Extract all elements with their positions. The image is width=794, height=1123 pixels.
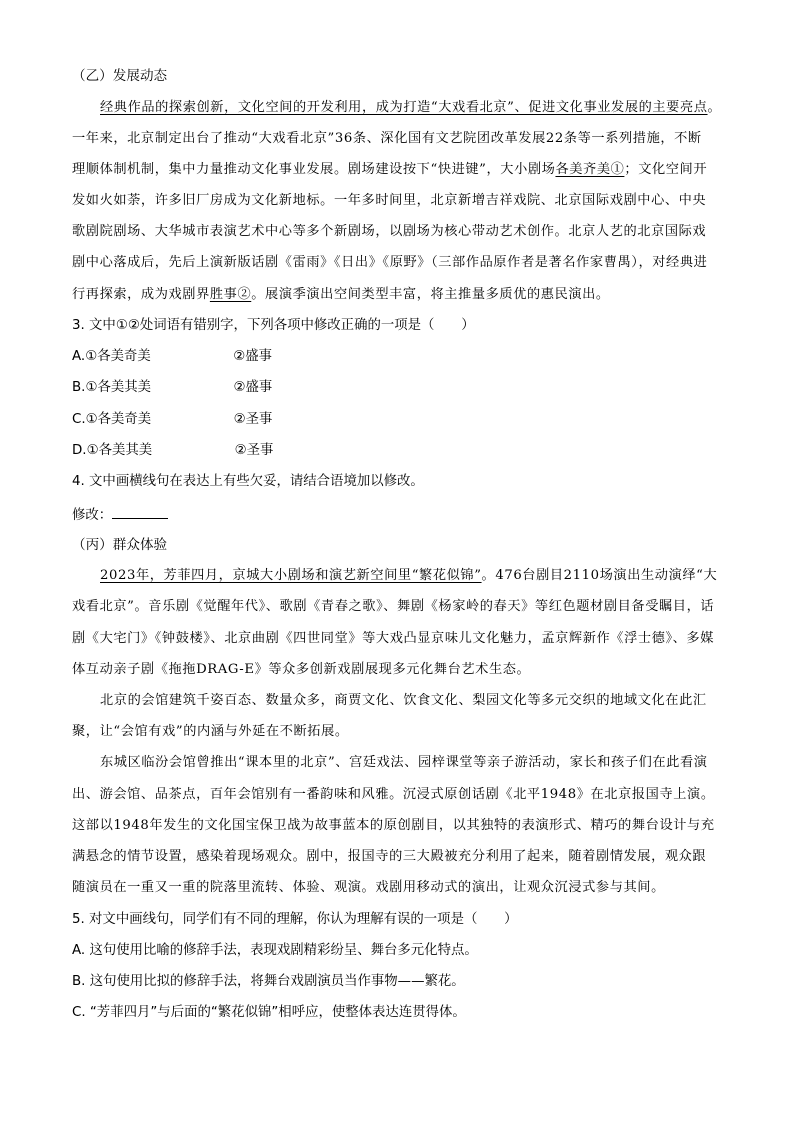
question-3-stem: 3. 文中①②处词语有错别字，下列各项中修改正确的一项是（ ）	[72, 318, 475, 333]
paragraph-line: 剧中心落成后，先后上演新版话剧《雷雨》《日出》《原野》（三部作品原作者是著名作家曹禺），对经典进	[72, 255, 708, 270]
paragraph-line: 歌剧院剧场、大华城市表演艺术中心等多个新剧场，以剧场为核心带动艺术创作。北京人艺的北京国际戏	[72, 224, 707, 239]
paragraph-line: 一年来，北京制定出台了推动“大戏看北京”36条、深化国有文艺院团改革发展22条等一系列措施，不断	[72, 131, 702, 146]
question-4-answer: 修改：	[0, 504, 794, 526]
underlined-sentence: 2023年，芳菲四月，京城大小剧场和演艺新空间里“繁花似锦”	[100, 568, 482, 583]
paragraph-line: 经典作品的探索创新，文化空间的开发利用，成为打造“大戏看北京”、促进文化事业发展的主要亮点。	[100, 100, 722, 115]
paragraph-line: 发如火如荼，许多旧厂房成为文化新地标。一年多时间里，北京新增吉祥戏院、北京国际戏剧中心、中央	[72, 193, 707, 208]
paragraph-line: 2023年，芳菲四月，京城大小剧场和演艺新空间里“繁花似锦”。476台剧目2110场演出生动演绎“大	[100, 568, 718, 583]
question-3-option-d[interactable]: D.①各美其美 ②圣事	[72, 443, 274, 458]
question-5-option-a[interactable]: A. 这句使用比喻的修辞手法，表现戏剧精彩纷呈、舞台多元化特点。	[72, 943, 478, 958]
paragraph-line: 理顺体制机制，集中力量推动文化事业发展。剧场建设按下“快进键”，大小剧场各美齐美①；文化空间开	[72, 162, 708, 177]
marked-word-1: 各美齐美①	[555, 162, 625, 177]
answer-blank[interactable]	[112, 504, 168, 519]
question-5-option-c[interactable]: C. “芳菲四月”与后面的“繁花似锦”相呼应，使整体表达连贯得体。	[72, 1005, 466, 1020]
paragraph-line: 剧《大宅门》《钟鼓楼》、北京曲剧《四世同堂》等大戏凸显京味儿文化魅力，孟京辉新作《浮士德》、多媒	[72, 631, 714, 646]
paragraph-line: 随演员在一重又一重的院落里流转、体验、观演。戏剧用移动式的演出，让观众沉浸式参与其间。	[72, 880, 665, 895]
paragraph-line: 东城区临汾会馆曾推出“课本里的北京”、宫廷戏法、园梓课堂等亲子游活动，家长和孩子们在此看演	[100, 755, 708, 770]
paragraph-line: 体互动亲子剧《拖拖DRAG-E》等众多创新戏剧展现多元化舞台艺术生态。	[72, 662, 531, 677]
question-5-option-b[interactable]: B. 这句使用比拟的修辞手法，将舞台戏剧演员当作事物——繁花。	[72, 974, 465, 989]
question-3-option-b[interactable]: B.①各美其美 ②盛事	[72, 380, 273, 395]
paragraph-line: 聚，让“会馆有戏”的内涵与外延在不断拓展。	[72, 724, 349, 739]
paragraph-line: 行再探索，成为戏剧界胜事②。展演季演出空间类型丰富，将主推量多质优的惠民演出。	[72, 287, 610, 302]
question-5-stem: 5. 对文中画线句，同学们有不同的理解，你认为理解有误的一项是（ ）	[72, 912, 518, 927]
question-3-option-c[interactable]: C.①各美奇美 ②圣事	[72, 412, 273, 427]
underlined-sentence: 经典作品的探索创新，文化空间的开发利用，成为打造“大戏看北京”、促进文化事业发展的主要亮点	[100, 100, 708, 115]
marked-word-2: 胜事②	[209, 287, 252, 302]
paragraph-line: 满悬念的情节设置，感染着现场观众。剧中，报国寺的三大殿被充分利用了起来，随着剧情发展，观众跟	[72, 849, 707, 864]
paragraph-line: 戏看北京”。音乐剧《觉醒年代》、歌剧《青春之歌》、舞剧《杨家岭的春天》等红色题材剧目备受瞩目，话	[72, 599, 715, 614]
question-3-option-a[interactable]: A.①各美奇美 ②盛事	[72, 349, 272, 364]
question-4-stem: 4. 文中画横线句在表达上有些欠妥，请结合语境加以修改。	[72, 474, 424, 489]
paragraph-line: 出、游会馆、品茶点，百年会馆别有一番韵味和风雅。沉浸式原创话剧《北平1948》在北京报国寺上演。	[72, 787, 715, 802]
section-title-bing: （丙）群众体验	[72, 537, 168, 553]
paragraph-line: 北京的会馆建筑千姿百态、数量众多，商贾文化、饮食文化、梨园文化等多元交织的地域文化在此汇	[100, 693, 707, 708]
section-title-yi: （乙）发展动态	[72, 68, 168, 84]
paragraph-line: 这部以1948年发生的文化国宝保卫战为故事蓝本的原创剧目，以其独特的表演形式、精巧的舞台设计与充	[72, 818, 715, 833]
